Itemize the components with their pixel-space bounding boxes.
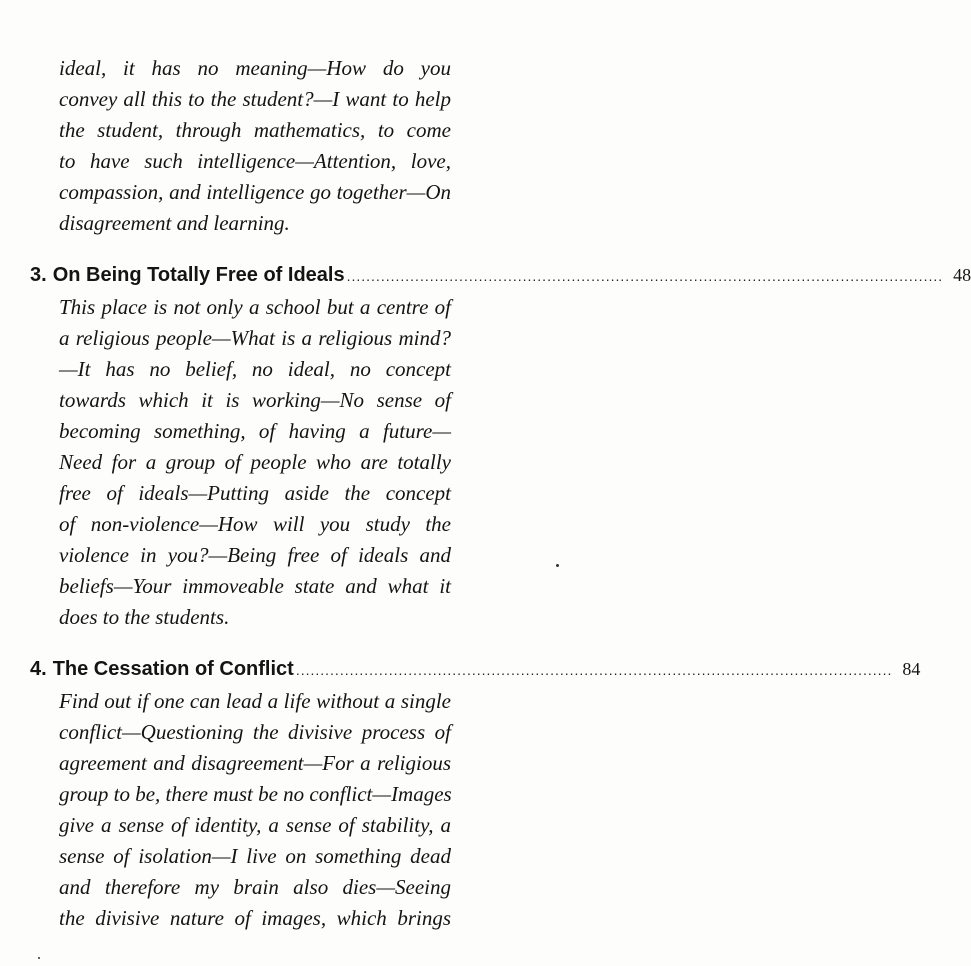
section-description-line: Need for a group of people who are totally (59, 450, 451, 474)
section-description-line: a religious people—What is a religious mind? (59, 326, 451, 350)
section-page-number: 84 (902, 659, 921, 679)
intro-line: disagreement and learning. (59, 211, 290, 235)
section-number: 3. (30, 264, 47, 286)
section-description-line: of non-violence—How will you study the (59, 512, 451, 536)
dot-leader: .......................................................................................................................... (346, 268, 944, 284)
section-description-line: —It has no belief, no ideal, no concept (59, 357, 451, 381)
toc-entry-section-3[interactable] (30, 260, 971, 291)
scan-speck (38, 957, 40, 959)
section-description-line: does to the students. (59, 605, 230, 629)
section-number: 4. (30, 658, 47, 680)
scan-speck (556, 564, 559, 567)
section-title: The Cessation of Conflict (52, 658, 294, 680)
dot-leader: .......................................................................................................................... (295, 662, 893, 678)
section-description-line: beliefs—Your immoveable state and what it (59, 574, 451, 598)
section-description-line: agreement and disagreement—For a religious (59, 751, 451, 775)
section-description-line: give a sense of identity, a sense of stability, a (59, 813, 451, 837)
section-description-line: This place is not only a school but a centre of (59, 295, 451, 319)
section-page-number: 48 (953, 265, 971, 285)
section-description-line: towards which it is working—No sense of (59, 388, 451, 412)
section-title: On Being Totally Free of Ideals (52, 264, 345, 286)
toc-entry-section-4[interactable] (30, 654, 921, 685)
intro-line: the student, through mathematics, to come (59, 118, 451, 142)
section-description-line: and therefore my brain also dies—Seeing (59, 875, 451, 899)
intro-line: ideal, it has no meaning—How do you (59, 56, 451, 80)
section-description-line: conflict—Questioning the divisive process of (59, 720, 451, 744)
section-description-line: free of ideals—Putting aside the concept (59, 481, 451, 505)
section-description-line: violence in you?—Being free of ideals and (59, 543, 451, 567)
section-description-line: Find out if one can lead a life without a single (59, 689, 451, 713)
section-description-line: sense of isolation—I live on something dead (59, 844, 451, 868)
intro-line: to have such intelligence—Attention, love, (59, 149, 451, 173)
section-description-line: group to be, there must be no conflict—Images (59, 782, 452, 806)
intro-line: convey all this to the student?—I want to help (59, 87, 451, 111)
section-description-line: becoming something, of having a future— (59, 419, 451, 443)
intro-line: compassion, and intelligence go together—On (59, 180, 451, 204)
section-description-line: the divisive nature of images, which brings (59, 906, 451, 930)
